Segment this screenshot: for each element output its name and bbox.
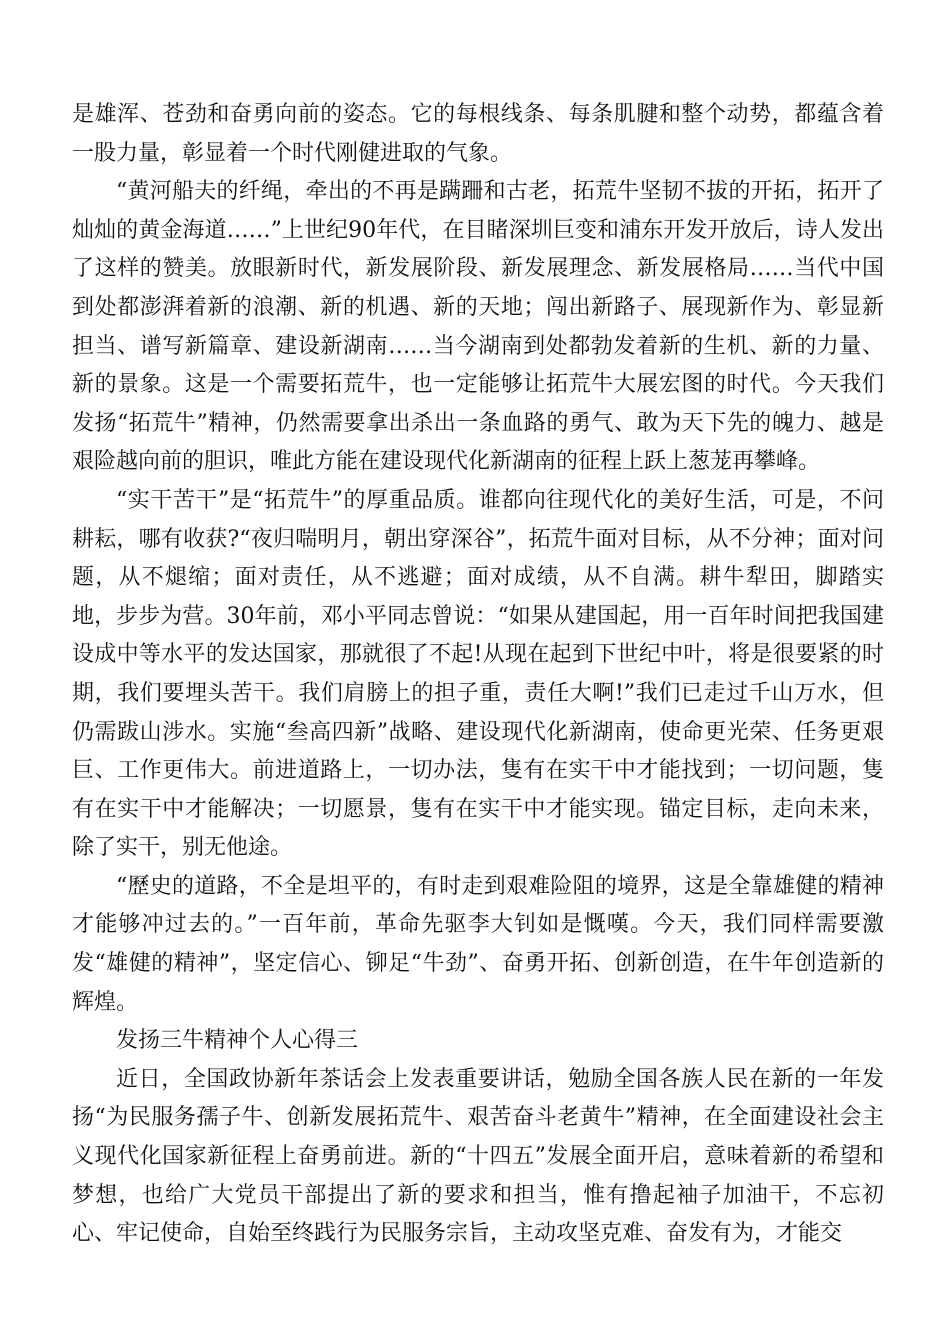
paragraph-final: 近日，全国政协新年茶话会上发表重要讲话，勉励全国各族人民在新的一年发扬“为民服务孺子牛、创新发展拓荒牛、艰苦奋斗老黄牛”精神，在全面建设社会主义现代化国家新征程上奋勇前进。新的“十四五”发展全面开启，意味着新的希望和梦想，也给广大党员干部提出了新的要求和担当，惟有撸起袖子加油干，不忘初心、牢记使命，自始至终践行为民服务宗旨，主动攻坚克难、奋发有为，才能交	[72, 1066, 884, 1247]
section-heading: 发扬三牛精神个人心得三	[116, 1028, 359, 1054]
paragraph-continued: 是雄浑、苍劲和奋勇向前的姿态。它的每根线条、每条肌腱和整个动势，都蕴含着一股力量，彰显着一个时代刚健进取的气象。	[72, 102, 884, 166]
paragraph-hard-work: “实干苦干”是“拓荒牛”的厚重品质。谁都向往现代化的美好生活，可是，不问耕耘，哪有收获?“夜归喘明月，朝出穿深谷”，拓荒牛面对目标，从不分神；面对问题，从不煺缩；面对责任，从不逃避；面对成绩，从不自满。耕牛犁田，脚踏实地，步步为营。30年前，邓小平同志曾说：“如果从建国起，用一百年时间把我国建设成中等水平的发达国家，那就很了不起!从现在起到下世纪中叶，将是很要紧的时期，我们要埋头苦干。我们肩膀上的担子重，责任大啊!”我们已走过千山万水，但仍需跋山涉水。实施“叁高四新”战略、建设现代化新湖南，使命更光荣、任务更艰巨、工作更伟大。前进道路上，一切办法，隻有在实干中才能找到；一切问题，隻有在实干中才能解决；一切愿景，隻有在实干中才能实现。锚定目标，走向未来，除了实干，别无他途。	[72, 487, 884, 861]
paragraph-pioneer-ox: “黄河船夫的纤绳，牵出的不再是蹒跚和古老，拓荒牛坚韧不拔的开拓，拓开了灿灿的黄金海道……”上世纪90年代，在目睹深圳巨变和浦东开发开放后，诗人发出了这样的赞美。放眼新时代，新发展阶段、新发展理念、新发展格局……当代中国到处都澎湃着新的浪潮、新的机遇、新的天地；闯出新路子、展现新作为、彰显新担当、谱写新篇章、建设新湖南……当今湖南到处都勃发着新的生机、新的力量、新的景象。这是一个需要拓荒牛，也一定能够让拓荒牛大展宏图的时代。今天我们发扬“拓荒牛”精神，仍然需要拿出杀出一条血路的勇气、敢为天下先的魄力、越是艰险越向前的胆识，唯此方能在建设现代化新湖南的征程上跃上葱茏再攀峰。	[72, 179, 884, 475]
paragraph-history-road: “歷史的道路，不全是坦平的，有时走到艰难险阻的境界，这是全靠雄健的精神才能够冲过去的。”一百年前，革命先驱李大钊如是慨嘆。今天，我们同样需要激发“雄健的精神”，坚定信心、铆足“牛劲”、奋勇开拓、创新创造，在牛年创造新的辉煌。	[72, 873, 884, 1015]
document-page	[72, 96, 884, 1254]
